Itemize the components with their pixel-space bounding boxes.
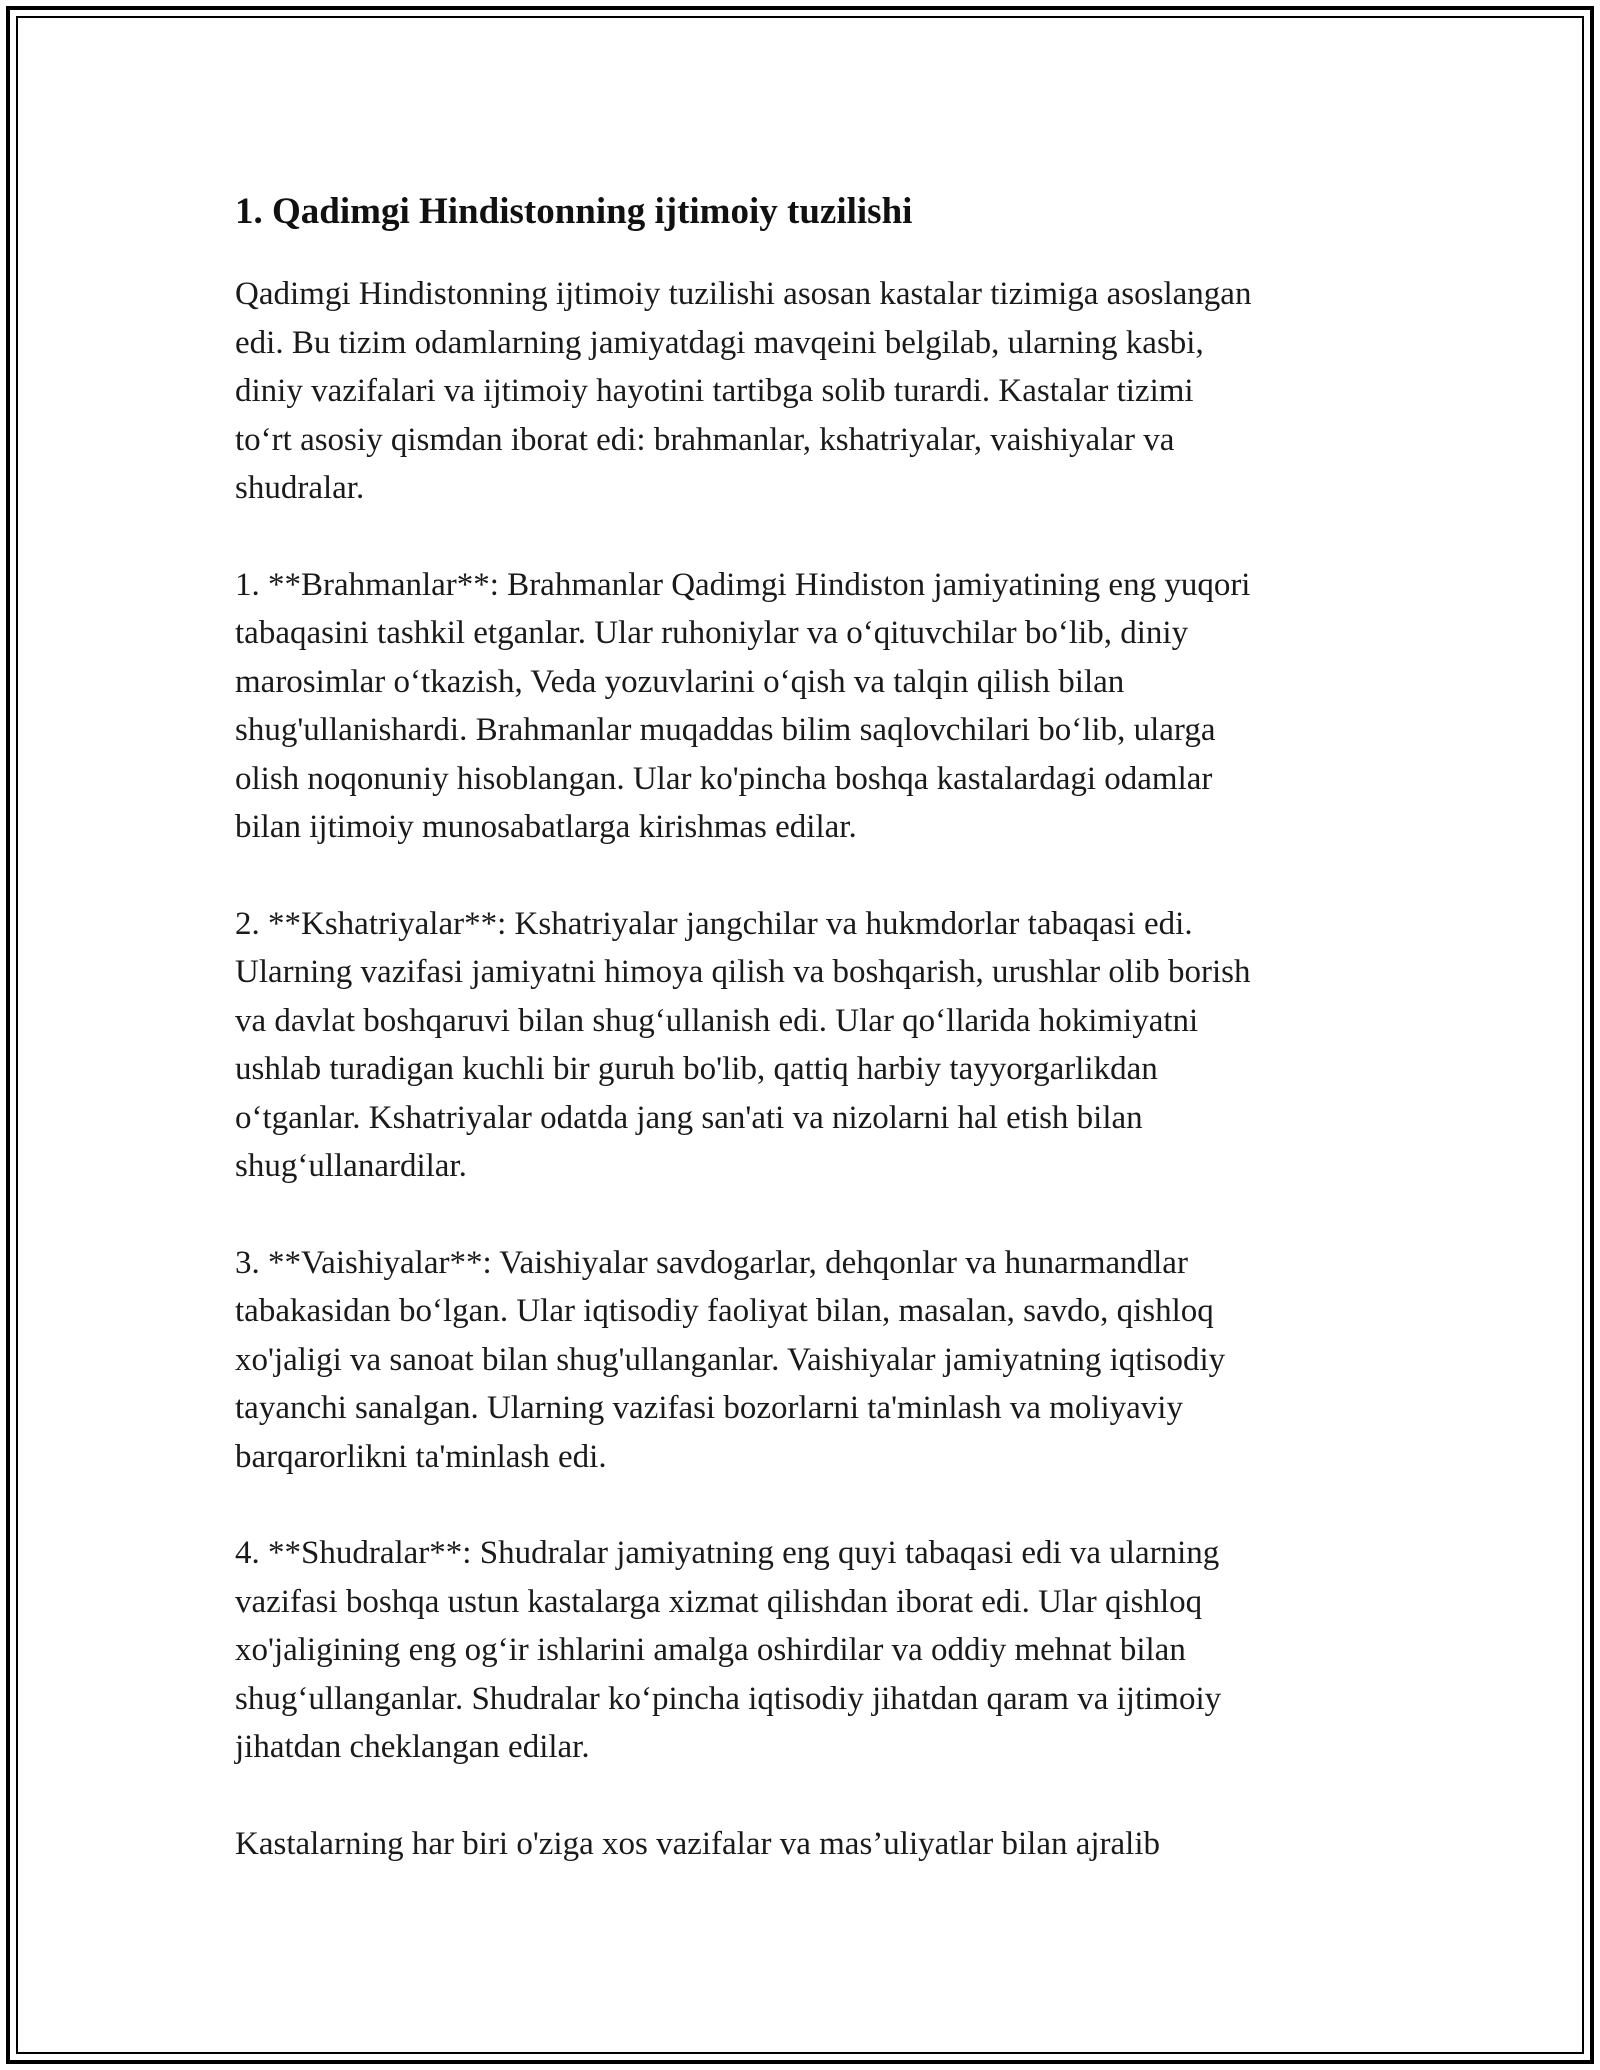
document-body <box>235 186 1385 1916</box>
paragraph-vaishiyalar: 3. **Vaishiyalar**: Vaishiyalar savdogarlar, dehqonlar va hunarmandlar tabakasidan bo‘lgan. Ular iqtisodiy faoliyat bilan, masalan, savdo, qishloq xo'jaligi va sanoat bilan shug'ullanganlar. Vaishiyalar jamiyatning iqtisodiy tayanchi sanalgan. Ularning vazifasi bozorlarni ta'minlash va moliyaviy barqarorlikni ta'minlash edi. <box>235 1244 1226 1475</box>
section-title: 1. Qadimgi Hindistonning ijtimoiy tuzilishi <box>235 191 913 232</box>
paragraph-intro: Qadimgi Hindistonning ijtimoiy tuzilishi asosan kastalar tizimiga asoslangan edi. Bu tizim odamlarning jamiyatdagi mavqeini belgilab, ularning kasbi, diniy vazifalari va ijtimoiy hayotini tartibga solib turardi. Kastalar tizimi to‘rt asosiy qismdan iborat edi: brahmanlar, kshatriyalar, vaishiyalar va shudralar. <box>235 276 1252 506</box>
paragraph-brahmanlar: 1. **Brahmanlar**: Brahmanlar Qadimgi Hindiston jamiyatining eng yuqori tabaqasini tashkil etganlar. Ular ruhoniylar va o‘qituvchilar bo‘lib, diniy marosimlar o‘tkazish, Veda yozuvlarini o‘qish va talqin qilish bilan shug'ullanishardi. Brahmanlar muqaddas bilim saqlovchilari bo‘lib, ularga olish noqonuniy hisoblangan. Ular ko'pincha boshqa kastalardagi odamlar bilan ijtimoiy munosabatlarga kirishmas edilar. <box>235 566 1251 845</box>
paragraph-shudralar: 4. **Shudralar**: Shudralar jamiyatning eng quyi tabaqasi edi va ularning vazifasi boshqa ustun kastalarga xizmat qilishdan iborat edi. Ular qishloq xo'jaligining eng og‘ir ishlarini amalga oshirdilar va oddiy mehnat bilan shug‘ullanganlar. Shudralar ko‘pincha iqtisodiy jihatdan qaram va ijtimoiy jihatdan cheklangan edilar. <box>235 1535 1222 1765</box>
paragraph-closing: Kastalarning har biri o'ziga xos vazifalar va mas’uliyatlar bilan ajralib <box>235 1825 1160 1862</box>
paragraph-kshatriyalar: 2. **Kshatriyalar**: Kshatriyalar jangchilar va hukmdorlar tabaqasi edi. Ularning vazifasi jamiyatni himoya qilish va boshqarish, urushlar olib borish va davlat boshqaruvi bilan shug‘ullanish edi. Ular qo‘llarida hokimiyatni ushlab turadigan kuchli bir guruh bo'lib, qattiq harbiy tayyorgarlikdan o‘tganlar. Kshatriyalar odatda jang san'ati va nizolarni hal etish bilan shug‘ullanardilar. <box>235 905 1251 1184</box>
